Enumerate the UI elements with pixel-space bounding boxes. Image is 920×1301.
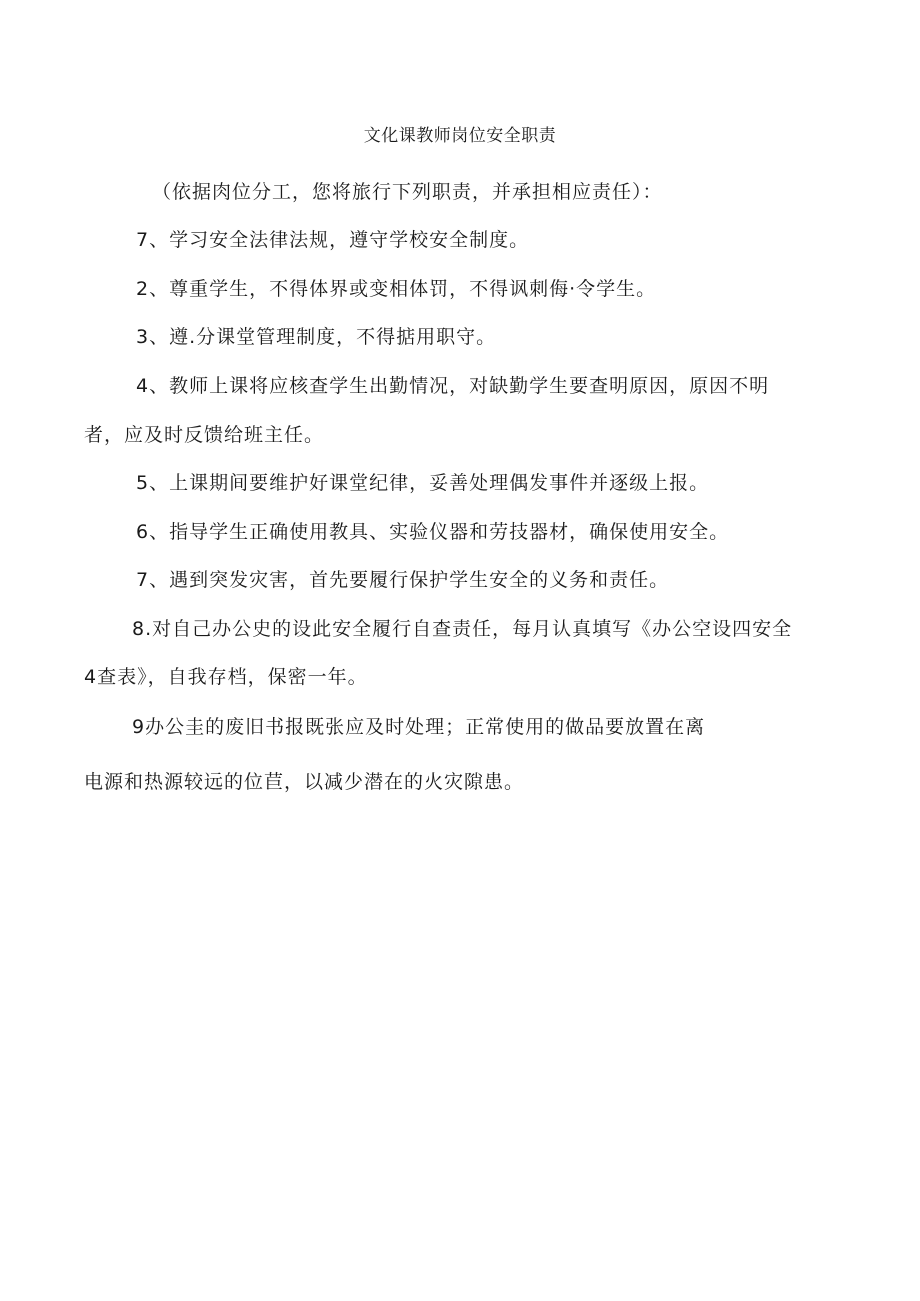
duty-item-1: 7、学习安全法律法规，遵守学校安全制度。	[136, 229, 530, 251]
duty-item-5: 5、上课期间要维护好课堂纪律，妥善处理偶发事件并逐级上报。	[136, 472, 710, 494]
intro-text: （依据肉位分工，您将旅行下列职责，并承担相应责任）：	[152, 181, 663, 203]
duty-item-4-continued: 者，应及时反馈给班主任。	[84, 424, 325, 446]
duty-item-2: 2、尊重学生，不得体界或变相体罚，不得讽刺侮·令学生。	[136, 278, 657, 300]
duty-item-9: 9办公圭的废旧书报既张应及时处理；正常使用的做品要放置在离	[132, 716, 706, 738]
duty-item-6: 6、指导学生正确使用教具、实验仪器和劳技器材，确保使用安全。	[136, 521, 730, 543]
duty-item-9-continued: 电源和热源较远的位苣，以减少潜在的火灾隙患。	[84, 771, 525, 793]
duty-item-7: 7、遇到突发灾害，首先要履行保护学生安全的义务和责任。	[136, 569, 670, 591]
document-title: 文化课教师岗位安全职责	[363, 126, 557, 146]
duty-item-8-continued: 4查表》，自我存档，保密一年。	[84, 666, 368, 688]
duty-item-3: 3、遵.分课堂管理制度，不得掂用职守。	[136, 326, 497, 348]
duty-item-4: 4、教师上课将应核查学生出勤情况，对缺勤学生要查明原因，原因不明	[136, 375, 770, 397]
duty-item-8: 8.对自己办公史的设此安全履行自查责任，每月认真填写《办公空设四安全	[132, 618, 793, 640]
